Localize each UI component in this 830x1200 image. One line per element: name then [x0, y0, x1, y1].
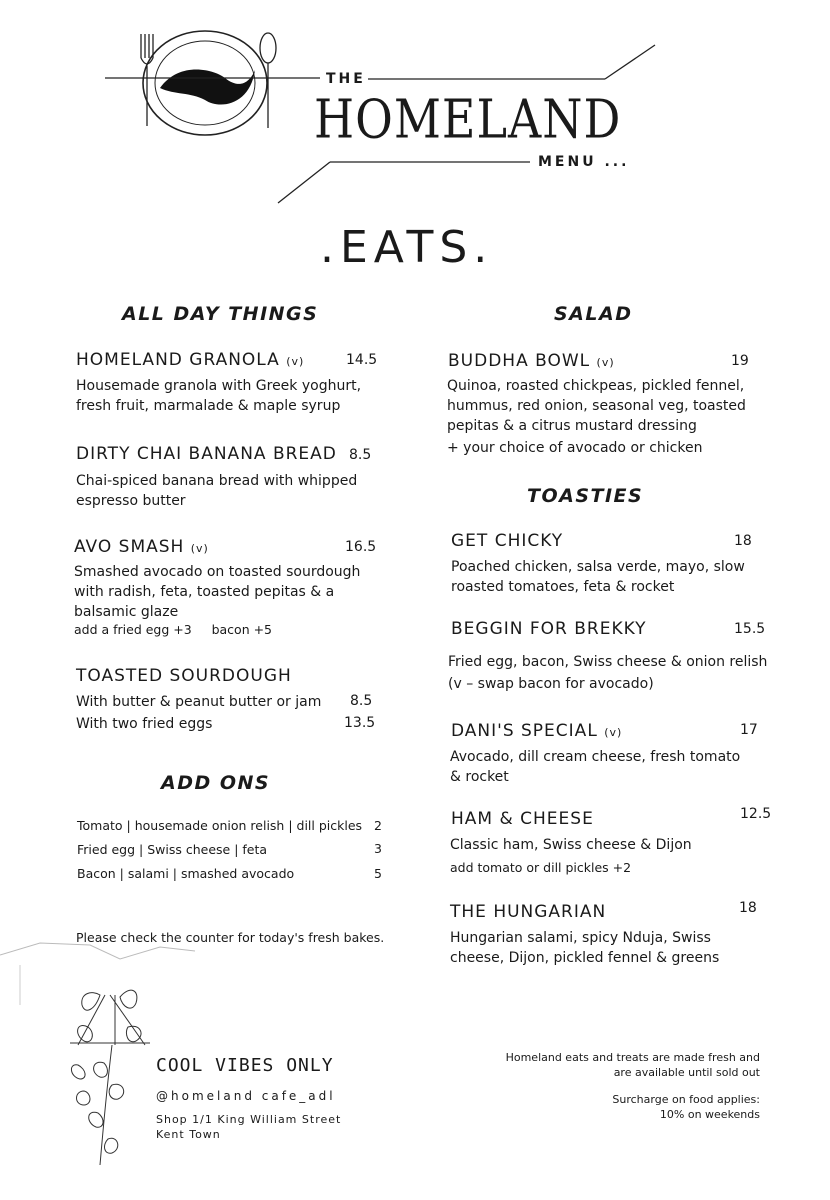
desc-line: Fried egg, bacon, Swiss cheese & onion relish [448, 654, 768, 670]
desc-line: pepitas & a citrus mustard dressing [447, 418, 697, 434]
address [156, 1112, 341, 1142]
cool-vibes-tagline: COOL VIBES ONLY [156, 1055, 334, 1076]
item-name-sourdough: TOASTED SOURDOUGH [76, 666, 292, 686]
desc-line: Chai-spiced banana bread with whipped [76, 473, 358, 489]
item-price: 18 [734, 533, 752, 549]
desc-line: Smashed avocado on toasted sourdough [74, 564, 361, 580]
desc-line: (v – swap bacon for avocado) [448, 676, 654, 692]
desc-line: & rocket [450, 769, 509, 785]
vegetarian-tag: (v) [596, 356, 615, 369]
notice-line: are available until sold out [613, 1066, 760, 1079]
desc-line: Avocado, dill cream cheese, fresh tomato [450, 749, 741, 765]
fresh-notice [470, 1050, 760, 1080]
desc-line: Housemade granola with Greek yoghurt, [76, 378, 362, 394]
item-name-get-chicky: GET CHICKY [451, 531, 564, 551]
item-price: 19 [731, 353, 749, 369]
item-description [450, 928, 719, 968]
item-description [74, 562, 360, 622]
item-name-avo-smash: AVO SMASH [74, 537, 185, 557]
eats-heading: .EATS. [320, 222, 494, 273]
item-price: 17 [740, 722, 758, 738]
address-line: Shop 1/1 King William Street [156, 1113, 342, 1126]
item-name [451, 721, 622, 741]
desc-line: roasted tomatoes, feta & rocket [451, 579, 675, 595]
desc-line: Hungarian salami, spicy Nduja, Swiss [450, 930, 711, 946]
item-name [76, 350, 304, 370]
item-name [74, 537, 209, 557]
addon-price: 2 [374, 818, 382, 833]
item-description: Classic ham, Swiss cheese & Dijon [450, 837, 692, 853]
desc-line: cheese, Dijon, pickled fennel & greens [450, 950, 720, 966]
desc-line: hummus, red onion, seasonal veg, toasted [447, 398, 746, 414]
item-extra: + your choice of avocado or chicken [447, 440, 703, 456]
section-title-add-ons: ADD ONS [161, 772, 271, 794]
item-description [447, 376, 746, 436]
instagram-handle: @homeland cafe_adl [156, 1089, 336, 1103]
notice-line: Surcharge on food applies: [612, 1093, 760, 1106]
item-price: 16.5 [345, 539, 377, 555]
fresh-bakes-note: Please check the counter for today's fresh bakes. [76, 930, 385, 945]
desc-line: espresso butter [76, 493, 186, 509]
item-extra: add tomato or dill pickles +2 [450, 860, 632, 875]
surcharge-notice [470, 1092, 760, 1122]
item-extra: add a fried egg +3 bacon +5 [74, 622, 273, 637]
vegetarian-tag: (v) [190, 542, 209, 555]
item-price: 15.5 [734, 621, 766, 637]
section-title-toasties: TOASTIES [527, 485, 644, 507]
logo-menu: MENU ... [538, 154, 630, 170]
item-price: 8.5 [349, 447, 372, 463]
desc-line: with radish, feta, toasted pepitas & a [74, 584, 335, 600]
item-name-danis-special: DANI'S SPECIAL [451, 721, 598, 741]
item-description [76, 471, 357, 511]
option-price: 8.5 [350, 693, 373, 709]
item-description [451, 557, 745, 597]
logo-brand: HOMELAND [314, 88, 622, 151]
addon-price: 5 [374, 866, 382, 881]
item-description [448, 651, 767, 695]
vegetarian-tag: (v) [604, 726, 623, 739]
desc-line: fresh fruit, marmalade & maple syrup [76, 398, 341, 414]
item-name-ham-cheese: HAM & CHEESE [451, 809, 594, 829]
option-price: 13.5 [344, 715, 376, 731]
item-name-beggin-for-brekky: BEGGIN FOR BREKKY [451, 619, 647, 639]
addon-label: Fried egg | Swiss cheese | feta [77, 842, 268, 857]
item-description [76, 376, 361, 416]
item-name-the-hungarian: THE HUNGARIAN [450, 902, 607, 922]
addon-price: 3 [374, 841, 382, 856]
desc-line: Poached chicken, salsa verde, mayo, slow [451, 559, 745, 575]
option-label: With butter & peanut butter or jam [76, 694, 322, 710]
address-line: Kent Town [156, 1128, 221, 1141]
addon-label: Tomato | housemade onion relish | dill pickles [77, 818, 363, 833]
notice-line: 10% on weekends [659, 1108, 760, 1121]
item-name [448, 351, 615, 371]
section-title-all-day: ALL DAY THINGS [122, 303, 319, 325]
section-title-salad: SALAD [554, 303, 633, 325]
item-name-banana-bread: DIRTY CHAI BANANA BREAD [76, 444, 337, 464]
desc-line: balsamic glaze [74, 604, 179, 620]
item-price: 14.5 [346, 352, 378, 368]
addon-label: Bacon | salami | smashed avocado [77, 866, 295, 881]
item-price: 12.5 [740, 806, 772, 822]
item-name-granola: HOMELAND GRANOLA [76, 350, 280, 370]
item-description [450, 747, 740, 787]
option-label: With two fried eggs [76, 716, 213, 732]
notice-line: Homeland eats and treats are made fresh and [505, 1051, 760, 1064]
vegetarian-tag: (v) [286, 355, 305, 368]
item-price: 18 [739, 900, 757, 916]
logo-the: THE [326, 71, 366, 87]
item-name-buddha-bowl: BUDDHA BOWL [448, 351, 591, 371]
desc-line: Quinoa, roasted chickpeas, pickled fennel, [447, 378, 745, 394]
